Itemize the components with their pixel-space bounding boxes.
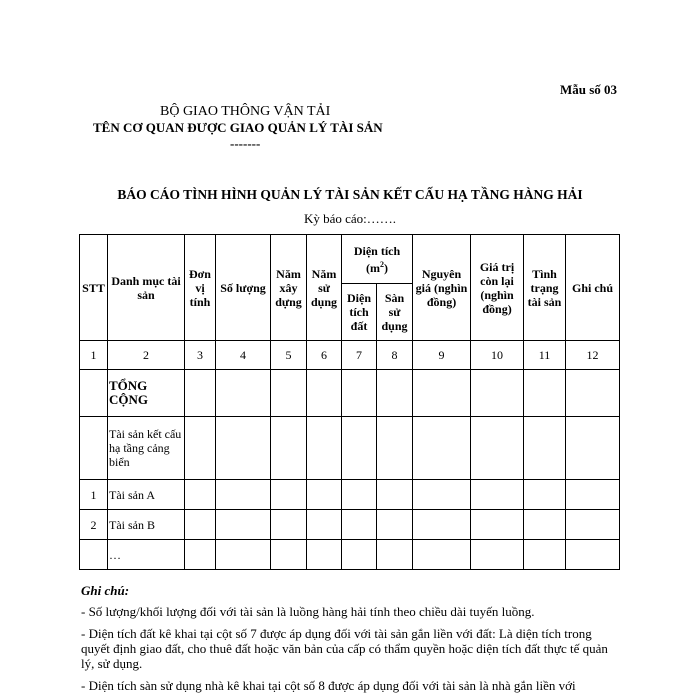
col-number: 4 xyxy=(216,341,271,370)
col-number: 7 xyxy=(342,341,377,370)
header-stt: STT xyxy=(80,235,108,341)
ellipsis-cell: … xyxy=(108,540,185,570)
note-item: - Diện tích đất kê khai tại cột số 7 được áp dụng đối với tài sản gắn liền với đất: Là diện tích trong quyết định giao đất, cho thuê đất hoặc văn bản của cấp có thẩm quyền hoặc diện tích đất thực tế quản lý, sử dụng. xyxy=(81,626,608,671)
note-item: - Số lượng/khối lượng đối với tài sản là luồng hàng hải tính theo chiều dài tuyến luồng. xyxy=(81,604,535,619)
col-number: 3 xyxy=(185,341,216,370)
col-number: 12 xyxy=(566,341,620,370)
agency-name: TÊN CƠ QUAN ĐƯỢC GIAO QUẢN LÝ TÀI SẢN xyxy=(93,120,383,135)
col-number: 10 xyxy=(471,341,524,370)
table-row xyxy=(80,510,620,540)
col-number: 2 xyxy=(108,341,185,370)
col-number: 6 xyxy=(307,341,342,370)
report-period: Kỳ báo cáo:……. xyxy=(303,211,397,226)
header-divider: ------- xyxy=(230,136,261,151)
col-number: 1 xyxy=(80,341,108,370)
col-number: 11 xyxy=(524,341,566,370)
asset-report-table xyxy=(79,234,620,570)
form-number: Mẫu số 03 xyxy=(559,82,617,97)
header-year-used: Năm sử dụng xyxy=(307,235,342,341)
notes-section xyxy=(81,583,621,700)
header-category: Danh mục tài sản xyxy=(108,235,185,341)
table-row-category xyxy=(80,417,620,480)
notes-title: Ghi chú: xyxy=(81,583,130,598)
category-label: Tài sản kết cấu hạ tầng cảng biển xyxy=(108,417,185,480)
asset-label: Tài sản A xyxy=(108,480,185,510)
row-number: 2 xyxy=(80,510,108,540)
col-number: 5 xyxy=(271,341,307,370)
report-title: BÁO CÁO TÌNH HÌNH QUẢN LÝ TÀI SẢN KẾT CẤU HẠ TẦNG HÀNG HẢI xyxy=(117,187,583,202)
table-row xyxy=(80,540,620,570)
total-label: TỔNG CỘNG xyxy=(108,370,185,417)
header-year-built: Năm xây dựng xyxy=(271,235,307,341)
note-item: - Diện tích sàn sử dụng nhà kê khai tại cột số 8 được áp dụng đối với tài sản là nhà gắn liền với xyxy=(81,678,576,693)
asset-label: Tài sản B xyxy=(108,510,185,540)
table-row-total xyxy=(80,370,620,417)
header-original-value: Nguyên giá (nghìn đồng) xyxy=(413,235,471,341)
header-quantity: Số lượng xyxy=(216,235,271,341)
col-number: 9 xyxy=(413,341,471,370)
col-number: 8 xyxy=(377,341,413,370)
ministry-name: BỘ GIAO THÔNG VẬN TẢI xyxy=(160,104,331,119)
header-unit: Đơn vị tính xyxy=(185,235,216,341)
header-land-area: Diện tích đất xyxy=(342,284,377,341)
header-floor-area: Sàn sử dụng xyxy=(377,284,413,341)
header-remaining-value: Giá trị còn lại (nghìn đồng) xyxy=(471,235,524,341)
header-notes: Ghi chú xyxy=(566,235,620,341)
table-row xyxy=(80,480,620,510)
row-number: 1 xyxy=(80,480,108,510)
header-status: Tình trạng tài sản xyxy=(524,235,566,341)
header-area: Diện tích $(m^2)$ xyxy=(342,235,413,284)
